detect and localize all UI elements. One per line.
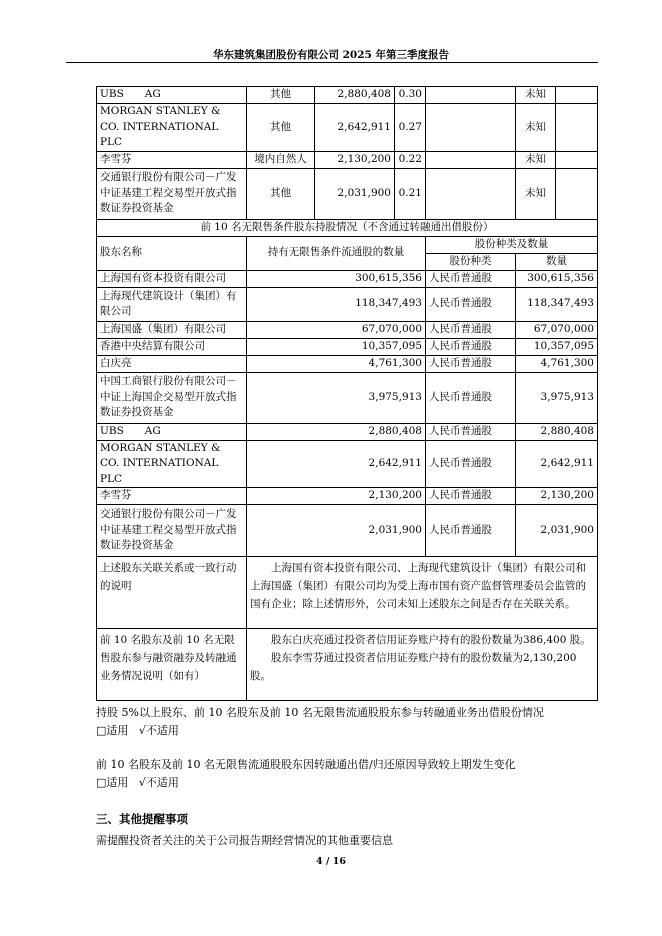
share-amount: 10,357,095 xyxy=(516,338,598,355)
margin-line-2: 股东李雪芬通过投资者信用证券账户持有的股份数量为2,130,200 股。 xyxy=(250,652,577,682)
holder-qty: 67,070,000 xyxy=(247,321,426,338)
holder-name: 上海现代建筑设计（集团）有限公司 xyxy=(97,287,247,321)
holder-name: 交通银行股份有限公司－广发中证基建工程交易型开放式指数证券投资基金 xyxy=(97,168,247,219)
col-share-type-group: 股份种类及数量 xyxy=(426,236,598,253)
table-row xyxy=(97,321,598,338)
holder-name: 白庆亮 xyxy=(97,355,247,372)
restricted-shares xyxy=(426,104,516,152)
margin-line-1: 股东白庆亮通过投资者信用证券账户持有的股份数量为386,400 股。 xyxy=(271,634,591,646)
share-amount: 2,642,911 xyxy=(516,440,598,488)
holder-name: UBS AG xyxy=(97,87,247,104)
section-3-desc: 需提醒投资者关注的关于公司报告期经营情况的其他重要信息 xyxy=(96,834,393,847)
restricted-shares xyxy=(426,87,516,104)
holder-qty: 2,880,408 xyxy=(247,423,426,440)
holder-nature: 其他 xyxy=(247,87,315,104)
holder-qty: 2,130,200 xyxy=(247,488,426,505)
table-row xyxy=(97,151,598,168)
holder-name: MORGAN STANLEY & CO. INTERNATIONAL PLC xyxy=(97,104,247,152)
share-amount: 3,975,913 xyxy=(516,372,598,423)
holder-name: 上海国盛（集团）有限公司 xyxy=(97,321,247,338)
holder-nature: 其他 xyxy=(247,168,315,219)
col-share-type: 股份种类 xyxy=(426,253,516,270)
table-row xyxy=(97,372,598,423)
section-title-row xyxy=(97,219,598,236)
holder-name: MORGAN STANLEY & CO. INTERNATIONAL PLC xyxy=(97,440,247,488)
holder-qty: 10,357,095 xyxy=(247,338,426,355)
change-options xyxy=(96,774,179,790)
margin-label: 前 10 名股东及前 10 名无限售股东参与融资融券及转融通业务情况说明（如有） xyxy=(97,629,247,701)
holder-name: UBS AG xyxy=(97,423,247,440)
share-type: 人民币普通股 xyxy=(426,488,516,505)
pledge-status: 未知 xyxy=(516,168,556,219)
share-type: 人民币普通股 xyxy=(426,505,516,557)
share-amount: 2,130,200 xyxy=(516,488,598,505)
holder-ratio: 0.30 xyxy=(395,87,426,104)
holder-qty: 300,615,356 xyxy=(247,270,426,287)
shareholder-table xyxy=(96,86,598,701)
table-row xyxy=(97,270,598,287)
share-type: 人民币普通股 xyxy=(426,338,516,355)
relation-row xyxy=(97,557,598,629)
col-holder: 股东名称 xyxy=(97,236,247,270)
share-type: 人民币普通股 xyxy=(426,372,516,423)
pledge-status: 未知 xyxy=(516,104,556,152)
holder-qty: 118,347,493 xyxy=(247,287,426,321)
table-row xyxy=(97,423,598,440)
option-applicable: □适用 xyxy=(96,776,129,789)
share-type: 人民币普通股 xyxy=(426,270,516,287)
share-type: 人民币普通股 xyxy=(426,321,516,338)
table-row xyxy=(97,505,598,557)
relation-label: 上述股东关联关系或一致行动的说明 xyxy=(97,557,247,629)
share-amount: 67,070,000 xyxy=(516,321,598,338)
table-row xyxy=(97,104,598,152)
table-row xyxy=(97,355,598,372)
unrestricted-title: 前 10 名无限售条件股东持股情况（不含通过转融通出借股份） xyxy=(97,219,598,236)
header-rule xyxy=(66,62,598,63)
holder-name: 李雪芬 xyxy=(97,488,247,505)
header-row xyxy=(97,236,598,253)
change-title: 前 10 名股东及前 10 名无限售流通股股东因转融通出借/归还原因导致较上期发生变化 xyxy=(96,758,516,771)
lending-title: 持股 5%以上股东、前 10 名股东及前 10 名无限售流通股股东参与转融通业务出借股份情况 xyxy=(96,706,544,719)
holder-qty: 3,975,913 xyxy=(247,372,426,423)
restricted-shares xyxy=(426,151,516,168)
section-3-title: 三、其他提醒事项 xyxy=(96,812,188,826)
option-applicable: □适用 xyxy=(96,724,129,737)
share-amount: 118,347,493 xyxy=(516,287,598,321)
share-type: 人民币普通股 xyxy=(426,423,516,440)
share-type: 人民币普通股 xyxy=(426,287,516,321)
pledge-count xyxy=(556,87,598,104)
holder-ratio: 0.21 xyxy=(395,168,426,219)
share-amount: 300,615,356 xyxy=(516,270,598,287)
col-amount: 数量 xyxy=(516,253,598,270)
holder-nature: 其他 xyxy=(247,104,315,152)
holder-name: 上海国有资本投资有限公司 xyxy=(97,270,247,287)
pledge-status: 未知 xyxy=(516,151,556,168)
margin-text xyxy=(247,629,598,701)
report-header: 华东建筑集团股份有限公司 2025 年第三季度报告 xyxy=(212,49,450,61)
pledge-count xyxy=(556,151,598,168)
table-row xyxy=(97,488,598,505)
margin-row xyxy=(97,629,598,701)
pledge-count xyxy=(556,168,598,219)
holder-name: 交通银行股份有限公司－广发中证基建工程交易型开放式指数证券投资基金 xyxy=(97,505,247,557)
holder-shares: 2,031,900 xyxy=(315,168,395,219)
col-qty: 持有无限售条件流通股的数量 xyxy=(247,236,426,270)
table-row xyxy=(97,440,598,488)
holder-qty: 4,761,300 xyxy=(247,355,426,372)
holder-name: 香港中央结算有限公司 xyxy=(97,338,247,355)
lending-options xyxy=(96,722,179,738)
table-row xyxy=(97,87,598,104)
share-amount: 2,031,900 xyxy=(516,505,598,557)
holder-shares: 2,130,200 xyxy=(315,151,395,168)
share-amount: 4,761,300 xyxy=(516,355,598,372)
holder-ratio: 0.22 xyxy=(395,151,426,168)
page-number: 4 / 16 xyxy=(316,856,346,867)
holder-shares: 2,880,408 xyxy=(315,87,395,104)
table-row xyxy=(97,287,598,321)
share-type: 人民币普通股 xyxy=(426,355,516,372)
relation-text: 上海国有资本投资有限公司、上海现代建筑设计（集团）有限公司和上海国盛（集团）有限公司均为受上海市国有资产监督管理委员会监管的国有企业；除上述情形外，公司未知上述股东之间是否存在关联关系。 xyxy=(247,557,598,629)
holder-name: 中国工商银行股份有限公司－中证上海国企交易型开放式指数证券投资基金 xyxy=(97,372,247,423)
share-type: 人民币普通股 xyxy=(426,440,516,488)
table-row xyxy=(97,338,598,355)
pledge-count xyxy=(556,104,598,152)
holder-qty: 2,642,911 xyxy=(247,440,426,488)
holder-qty: 2,031,900 xyxy=(247,505,426,557)
table-row xyxy=(97,168,598,219)
restricted-shares xyxy=(426,168,516,219)
pledge-status: 未知 xyxy=(516,87,556,104)
option-not-applicable: √不适用 xyxy=(138,776,179,789)
holder-shares: 2,642,911 xyxy=(315,104,395,152)
option-not-applicable: √不适用 xyxy=(138,724,179,737)
holder-name: 李雪芬 xyxy=(97,151,247,168)
holder-ratio: 0.27 xyxy=(395,104,426,152)
holder-nature: 境内自然人 xyxy=(247,151,315,168)
share-amount: 2,880,408 xyxy=(516,423,598,440)
